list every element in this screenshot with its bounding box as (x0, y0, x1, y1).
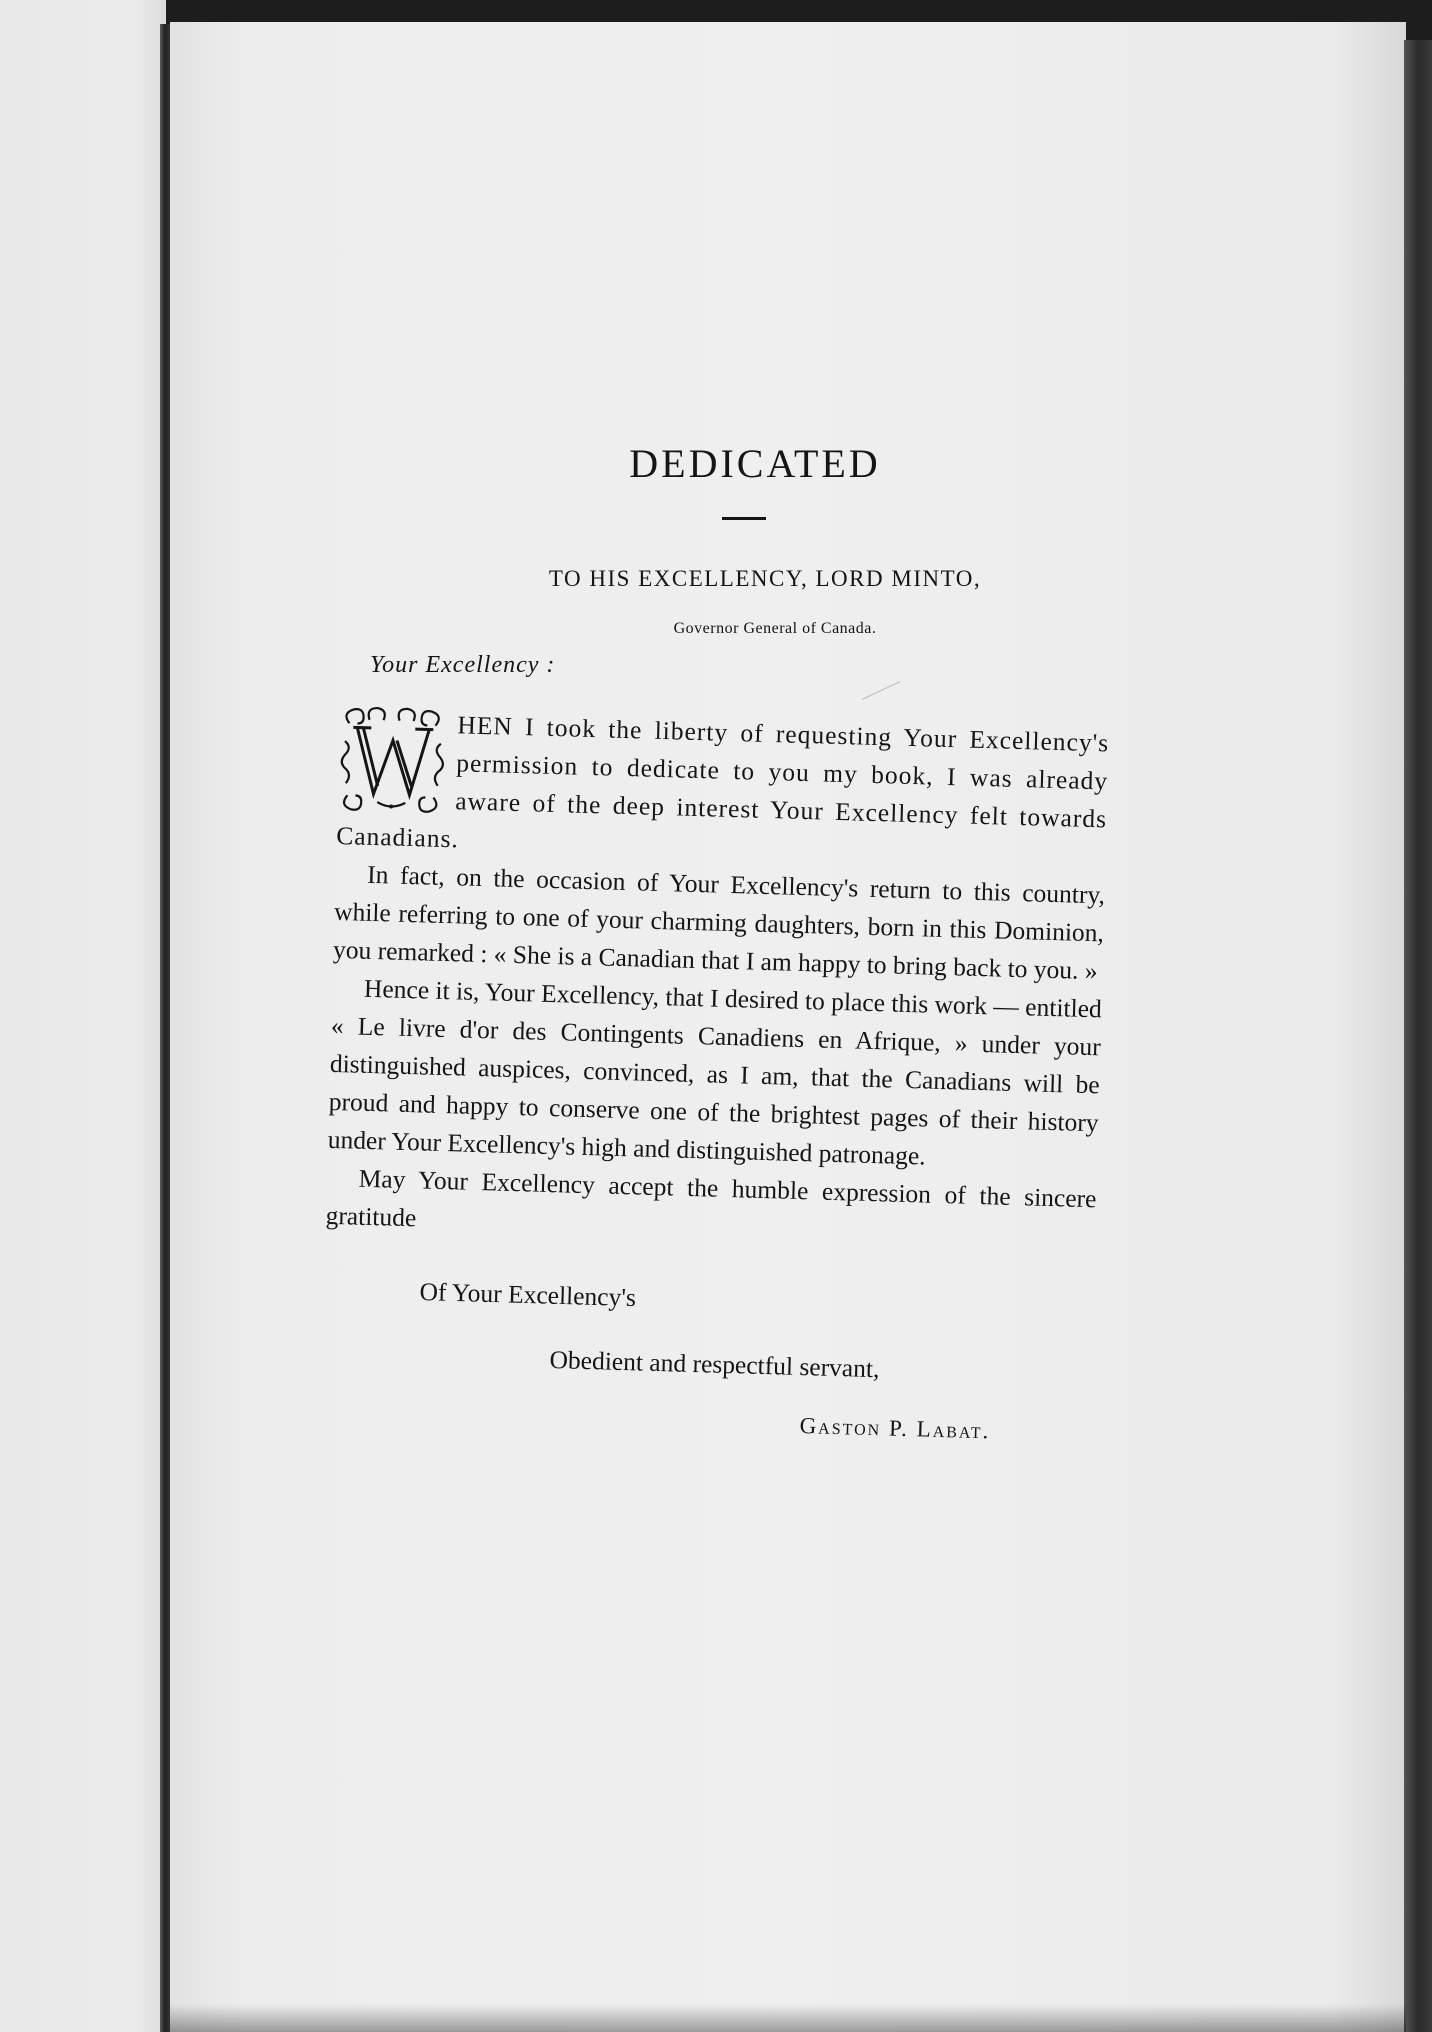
author-signature: Gaston P. Labat. (799, 1413, 991, 1444)
title-rule (722, 517, 766, 520)
ornamental-drop-cap-icon (337, 705, 448, 814)
closing-line-1: Of Your Excellency's (419, 1277, 637, 1313)
page-shadow (170, 2004, 1406, 2032)
paragraph-4: May Your Excellency accept the humble expression of the sincere gratitude (325, 1163, 1097, 1233)
salutation: Your Excellency : (370, 652, 556, 678)
dedicatee-line: TO HIS EXCELLENCY, LORD MINTO, (548, 566, 982, 591)
paragraph-1 (336, 703, 1110, 876)
paragraph-1-text: HEN I took the liberty of requesting Your Excellency's permission to dedicate to you my book, I was already aware of the deep interest Your Excellency felt towards Canadians. (335, 710, 1110, 854)
closing-line-2: Obedient and respectful servant, (549, 1345, 880, 1384)
dedicatee-role: Governor General of Canada. (673, 620, 877, 637)
paragraph-3: Hence it is, Your Excellency, that I desired to place this work — entitled « Le livre d'or des Contingents Canadiens en Afrique, » under your distinguished auspices, convinced, as I am, that the Canadians will be proud and happy to conserve one of the brightest pages of their history under Your Excellency's high and distinguished patronage. (327, 973, 1103, 1171)
right-page-edge (1404, 40, 1432, 2032)
page-title: DEDICATED (629, 441, 881, 486)
dedication-body (325, 703, 1110, 1256)
paragraph-2: In fact, on the occasion of Your Excellency's return to this country, while referring to one of your charming daughters, born in this Dominion, you remarked : « She is a Canadian that I am happy to bring back to you. » (332, 859, 1106, 986)
dedication-text-block (325, 440, 1110, 1444)
left-page-edge (0, 0, 166, 2032)
